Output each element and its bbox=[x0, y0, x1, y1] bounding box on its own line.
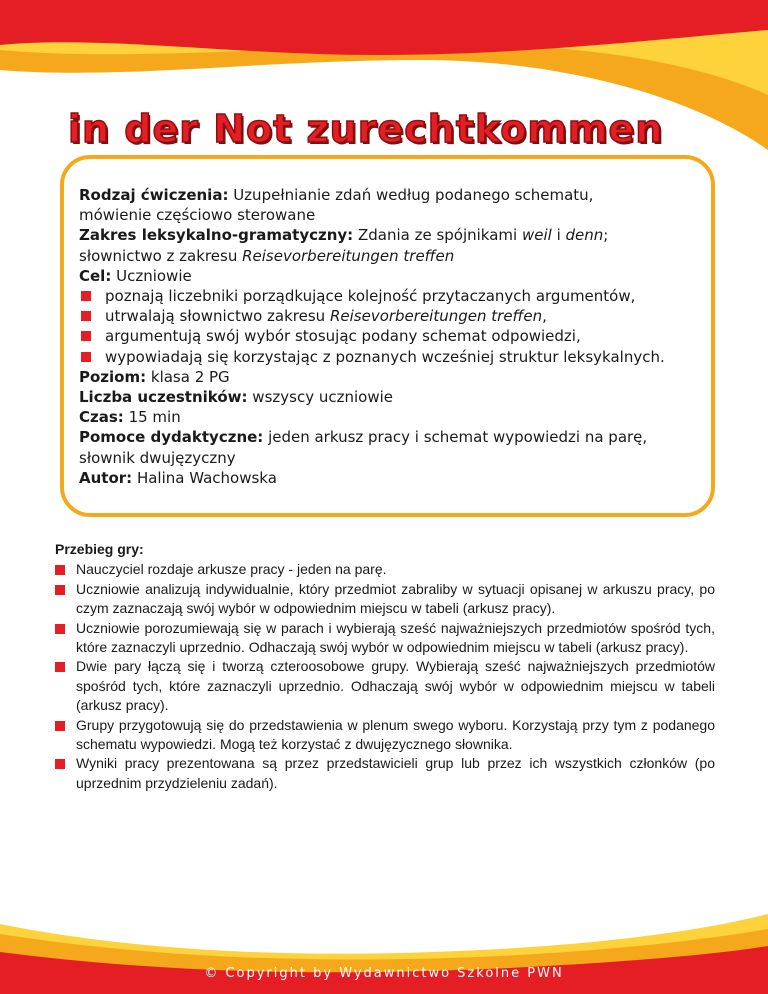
bullet-icon bbox=[55, 565, 65, 575]
exercise-goal: Cel: Uczniowie bbox=[79, 266, 192, 285]
list-item: Wyniki pracy prezentowana są przez przedstawicieli grup lub przez ich wszystkich członków (po uprzednim przydzieleniu zadań). bbox=[55, 754, 715, 793]
bullet-icon bbox=[55, 759, 65, 769]
bullet-icon bbox=[55, 662, 65, 672]
list-item: Uczniowie analizują indywidualnie, który przedmiot zabraliby w sytuacji opisanej w arkuszu pracy, po czym zaznaczają swój wybór w odpowiednim miejscu w tabeli (arkusz pracy). bbox=[55, 580, 715, 619]
copyright-footer: © Copyright by Wydawnictwo Szkolne PWN bbox=[204, 966, 564, 981]
exercise-info-box bbox=[60, 155, 715, 517]
list-item: utrwalają słownictwo zakresu Reisevorbereitungen treffen, bbox=[79, 306, 687, 326]
procedure-heading: Przebieg gry: bbox=[55, 541, 144, 557]
list-item: poznają liczebniki porządkujące kolejność przytaczanych argumentów, bbox=[79, 286, 687, 306]
list-item: argumentują swój wybór stosując podany schemat odpowiedzi, bbox=[79, 326, 687, 346]
exercise-participants: Liczba uczestników: wszyscy uczniowie bbox=[79, 388, 393, 407]
bullet-icon bbox=[55, 624, 65, 634]
goal-list bbox=[79, 286, 687, 367]
page-title: in der Not zurechtkommen bbox=[68, 107, 664, 151]
bullet-icon bbox=[81, 291, 91, 301]
list-item: wypowiadają się korzystając z poznanych wcześniej struktur leksykalnych. bbox=[79, 347, 687, 367]
exercise-type: Rodzaj ćwiczenia: Uzupełnianie zdań według podanego schematu, mówienie częściowo sterowane bbox=[79, 186, 594, 225]
list-item: Uczniowie porozumiewają się w parach i wybierają sześć najważniejszych przedmiotów spośród tych, które zaznaczyli uprzednio. Odhaczają swój wybór w odpowiednim miejscu w tabeli (arkusz pracy). bbox=[55, 619, 715, 658]
game-procedure bbox=[55, 540, 715, 793]
bullet-icon bbox=[55, 585, 65, 595]
exercise-aids: Pomoce dydaktyczne: jeden arkusz pracy i schemat wypowiedzi na parę, słownik dwujęzyczny bbox=[79, 428, 648, 467]
list-item: Dwie pary łączą się i tworzą czteroosobowe grupy. Wybierają sześć najważniejszych przedmiotów spośród tych, które zaznaczyli uprzednio. Odhaczają swój wybór w odpowiednim miejscu w tabeli (arkusz pracy). bbox=[55, 657, 715, 715]
list-item: Grupy przygotowują się do przedstawienia w plenum swego wyboru. Korzystają przy tym z podanego schematu wypowiedzi. Mogą też korzystać z dwujęzycznego słownika. bbox=[55, 716, 715, 755]
bullet-icon bbox=[81, 352, 91, 362]
exercise-scope: Zakres leksykalno-gramatyczny: Zdania ze spójnikami weil i denn; słownictwo z zakresu Reisevorbereitungen treffen bbox=[79, 226, 609, 265]
bullet-icon bbox=[81, 311, 91, 321]
procedure-list bbox=[55, 560, 715, 793]
exercise-author: Autor: Halina Wachowska bbox=[79, 468, 277, 487]
exercise-time: Czas: 15 min bbox=[79, 408, 181, 427]
bullet-icon bbox=[81, 331, 91, 341]
exercise-level: Poziom: klasa 2 PG bbox=[79, 367, 230, 386]
bullet-icon bbox=[55, 721, 65, 731]
list-item: Nauczyciel rozdaje arkusze pracy - jeden na parę. bbox=[55, 560, 715, 579]
